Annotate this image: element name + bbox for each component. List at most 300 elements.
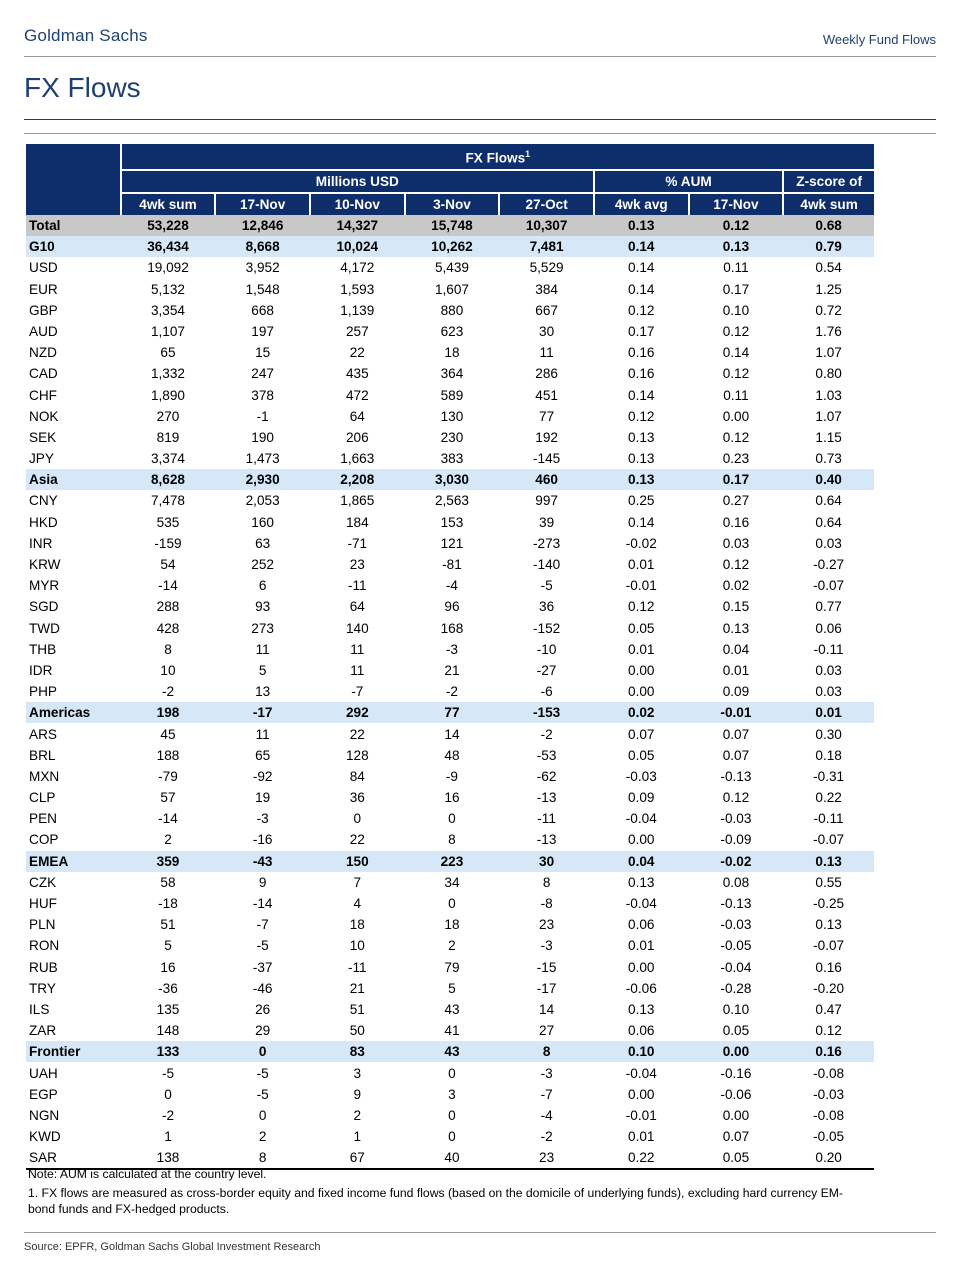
table-cell: -0.03 <box>813 1086 845 1102</box>
table-cell: 0.13 <box>594 215 689 236</box>
table-cell: 14,327 <box>310 215 405 236</box>
table-cell: 3 <box>353 1065 362 1081</box>
table-cell: 0.73 <box>815 451 842 467</box>
table-cell: -0.02 <box>689 851 784 872</box>
table-cell: -13 <box>536 790 557 806</box>
table-cell: 4,172 <box>340 260 375 276</box>
table-row <box>26 533 874 554</box>
table-cell: 0.13 <box>628 451 655 467</box>
table-cell: 65 <box>160 345 176 361</box>
table-cell: 133 <box>121 1041 216 1062</box>
table-cell: 1,139 <box>340 302 375 318</box>
table-row <box>26 872 874 893</box>
table-row <box>26 808 874 829</box>
table-cell: 0 <box>215 1041 310 1062</box>
col-header: 4wk avg <box>594 193 689 215</box>
table-cell: 36,434 <box>121 236 216 257</box>
table-cell: 0.05 <box>689 1147 784 1169</box>
table-row <box>26 893 874 914</box>
aum-note: Note: AUM is calculated at the country level. <box>28 1167 267 1181</box>
row-label: ZAR <box>29 1023 57 1039</box>
col-header: 10-Nov <box>310 193 405 215</box>
table-cell: 0.14 <box>722 345 750 361</box>
table-cell: 84 <box>349 768 365 784</box>
table-cell: 0 <box>448 811 456 827</box>
table-cell: -17 <box>215 702 310 723</box>
table-cell: -0.08 <box>813 1107 845 1123</box>
table-cell: 0.55 <box>815 874 842 890</box>
table-cell: 0.12 <box>722 323 750 339</box>
table-cell: -18 <box>158 896 178 911</box>
table-cell: -5 <box>540 578 553 594</box>
table-cell: 22 <box>349 726 365 742</box>
table-cell: 10 <box>349 938 365 954</box>
table-cell: 77 <box>405 702 500 723</box>
table-cell: 14 <box>444 726 460 742</box>
table-cell: 0.13 <box>722 620 750 636</box>
table-cell: 0.14 <box>594 236 689 257</box>
table-row <box>26 956 874 977</box>
table-cell: -0.04 <box>625 1065 657 1081</box>
table-cell: 359 <box>121 851 216 872</box>
table-cell: -3 <box>445 641 458 657</box>
table-cell: -0.06 <box>720 1086 752 1102</box>
table-cell: 0.16 <box>783 1041 874 1062</box>
table-cell: -11 <box>537 811 556 827</box>
table-cell: 206 <box>345 429 369 445</box>
table-cell: 39 <box>539 514 555 530</box>
table-cell: 0.64 <box>815 493 842 509</box>
table-body <box>26 215 874 1169</box>
table-cell: 1.25 <box>815 281 842 297</box>
table-cell: 0.12 <box>689 215 784 236</box>
row-label: MXN <box>29 768 60 784</box>
table-cell: 6 <box>258 578 267 594</box>
row-label: EUR <box>29 281 58 297</box>
row-label: KRW <box>29 557 61 572</box>
table-cell: 64 <box>349 408 365 424</box>
table-cell: 0.40 <box>783 469 874 490</box>
group-row <box>26 851 874 872</box>
table-cell: 667 <box>535 302 558 318</box>
table-cell: 0.00 <box>628 1086 655 1102</box>
table-cell: 0.30 <box>815 726 842 742</box>
table-cell: 1.03 <box>815 387 842 403</box>
row-label: RUB <box>29 959 58 975</box>
table-cell: -14 <box>252 896 273 911</box>
table-cell: 18 <box>444 917 460 933</box>
table-cell: 0.09 <box>628 790 655 806</box>
table-cell: 0.13 <box>783 851 874 872</box>
table-cell: 3,952 <box>245 260 280 276</box>
table-row <box>26 1020 874 1041</box>
table-cell: 0.22 <box>815 790 842 806</box>
table-cell: 0.72 <box>815 302 842 318</box>
table-row <box>26 914 874 935</box>
table-cell: 0.13 <box>628 1001 655 1017</box>
table-cell: 0.00 <box>722 1107 750 1123</box>
table-cell: 9 <box>353 1086 362 1102</box>
table-cell: 19,092 <box>147 260 189 276</box>
table-cell: 292 <box>310 702 405 723</box>
table-cell: -0.01 <box>625 578 657 594</box>
col-header: 4wk sum <box>783 193 874 215</box>
table-cell: 16 <box>444 790 460 806</box>
table-row <box>26 1126 874 1147</box>
table-cell: 188 <box>156 747 180 763</box>
table-cell: 0.47 <box>815 1001 842 1017</box>
table-cell: -0.07 <box>813 832 845 848</box>
table-cell: 1,607 <box>434 281 469 297</box>
table-cell: 63 <box>255 535 271 551</box>
table-cell: 0 <box>448 1065 456 1081</box>
row-label: AUD <box>29 323 58 339</box>
table-cell: 7 <box>353 874 362 890</box>
table-cell: 0.03 <box>815 684 842 700</box>
row-label: TWD <box>29 620 60 636</box>
table-cell: -0.16 <box>720 1065 752 1081</box>
table-cell: -9 <box>445 768 458 784</box>
table-row <box>26 384 874 405</box>
row-label: SGD <box>29 599 59 615</box>
table-cell: 23 <box>539 917 555 933</box>
table-cell: -273 <box>533 535 561 551</box>
table-cell: 0.06 <box>628 917 655 933</box>
row-label: GBP <box>29 302 58 318</box>
table-cell: -3 <box>540 938 553 954</box>
table-cell: 11 <box>539 345 554 361</box>
table-cell: -5 <box>161 1065 175 1081</box>
group-row <box>26 1041 874 1062</box>
table-cell: 472 <box>345 387 369 403</box>
table-cell: -7 <box>351 684 364 700</box>
table-cell: 0.01 <box>628 938 655 954</box>
table-cell: 589 <box>440 387 464 403</box>
row-label: ILS <box>29 1001 50 1017</box>
title-divider-secondary <box>24 133 936 134</box>
table-cell: 0.12 <box>628 408 655 424</box>
row-label: PLN <box>29 917 56 933</box>
group-row <box>26 236 874 257</box>
table-cell: 29 <box>255 1023 271 1039</box>
table-cell: -7 <box>256 917 269 933</box>
table-cell: 11 <box>255 726 270 742</box>
table-cell: 0.13 <box>594 469 689 490</box>
group-row <box>26 469 874 490</box>
table-cell: 19 <box>255 790 271 806</box>
table-cell: 5 <box>164 938 172 954</box>
table-cell: 3 <box>448 1086 456 1102</box>
table-cell: -0.01 <box>625 1107 657 1123</box>
table-cell: 93 <box>255 599 271 615</box>
row-label: Americas <box>26 702 121 723</box>
row-label: NOK <box>29 408 59 424</box>
table-cell: 0.77 <box>815 599 842 615</box>
table-cell: 2,053 <box>245 493 280 509</box>
table-row <box>26 512 874 533</box>
table-cell: 5,529 <box>529 260 564 276</box>
table-cell: -0.11 <box>813 641 844 657</box>
table-cell: 0.22 <box>594 1147 689 1169</box>
table-row <box>26 1062 874 1083</box>
table-cell: -140 <box>533 557 561 572</box>
total-row <box>26 215 874 236</box>
table-cell: 428 <box>156 620 180 636</box>
table-cell: 0.16 <box>722 514 750 530</box>
table-cell: -46 <box>252 980 273 996</box>
table-cell: -43 <box>215 851 310 872</box>
table-cell: 364 <box>440 366 464 382</box>
table-cell: 13 <box>255 684 271 700</box>
table-row <box>26 321 874 342</box>
table-cell: 18 <box>349 917 365 933</box>
table-cell: -1 <box>256 408 269 424</box>
table-cell: 288 <box>156 599 180 615</box>
table-cell: 997 <box>535 493 558 509</box>
table-cell: -0.27 <box>813 557 845 572</box>
table-cell: 0.01 <box>722 662 750 678</box>
table-cell: 0.18 <box>815 747 842 763</box>
group-z-score: Z-score of <box>783 170 874 193</box>
table-cell: 2,208 <box>310 469 405 490</box>
table-cell: 34 <box>444 874 460 890</box>
table-cell: 0.00 <box>628 684 655 700</box>
table-cell: 0.04 <box>722 641 750 657</box>
table-cell: 0.13 <box>815 917 842 933</box>
table-cell: 190 <box>251 429 274 445</box>
table-cell: -0.04 <box>625 896 657 911</box>
table-cell: -152 <box>533 620 561 636</box>
table-cell: 668 <box>251 302 274 318</box>
table-cell: -0.11 <box>813 811 844 827</box>
table-cell: 3,354 <box>150 302 185 318</box>
table-cell: 0.03 <box>815 535 842 551</box>
table-cell: 168 <box>440 620 464 636</box>
table-cell: 0.07 <box>628 726 655 742</box>
table-cell: 1,593 <box>340 281 375 297</box>
table-cell: -0.28 <box>720 980 752 996</box>
table-cell: -62 <box>536 768 557 784</box>
fx-flows-table <box>26 144 874 1170</box>
header-divider <box>24 56 936 57</box>
table-cell: 51 <box>160 917 176 933</box>
table-cell: 0.09 <box>722 684 750 700</box>
table-cell: 0.79 <box>783 236 874 257</box>
table-cell: 21 <box>444 662 460 678</box>
table-cell: 0.27 <box>722 493 750 509</box>
table-cell: 0.12 <box>815 1023 842 1039</box>
table-cell: 2 <box>164 832 172 848</box>
table-cell: -2 <box>445 684 458 700</box>
row-label: EMEA <box>26 851 121 872</box>
table-cell: -0.01 <box>689 702 784 723</box>
table-cell: 0.01 <box>628 641 655 657</box>
table-cell: 0.05 <box>722 1023 750 1039</box>
row-label: UAH <box>29 1065 58 1081</box>
table-cell: -15 <box>536 959 557 975</box>
row-label: CNY <box>29 493 58 509</box>
row-label: BRL <box>29 747 56 763</box>
table-cell: -0.25 <box>813 896 845 911</box>
table-cell: 1.76 <box>815 323 842 339</box>
table-cell: 10,307 <box>499 215 594 236</box>
table-cell: -0.08 <box>813 1065 845 1081</box>
table-cell: 5 <box>448 980 456 996</box>
table-cell: 0 <box>353 811 362 827</box>
table-cell: 0.12 <box>628 599 655 615</box>
table-cell: 140 <box>345 620 369 636</box>
table-cell: -2 <box>540 1129 553 1145</box>
table-cell: 0.07 <box>722 726 750 742</box>
table-cell: 0.03 <box>722 535 750 551</box>
row-label: HKD <box>29 514 58 530</box>
table-cell: 15 <box>255 345 271 361</box>
table-cell: 30 <box>539 323 555 339</box>
table-cell: 43 <box>405 1041 500 1062</box>
table-cell: 819 <box>156 429 180 445</box>
table-cell: 0.01 <box>628 557 655 572</box>
table-cell: -6 <box>540 684 553 700</box>
table-cell: 22 <box>349 345 365 361</box>
table-cell: -36 <box>158 980 178 996</box>
table-cell: 257 <box>345 323 369 339</box>
table-cell: -53 <box>536 747 557 763</box>
table-cell: 223 <box>405 851 500 872</box>
title-divider <box>24 119 936 120</box>
table-cell: 36 <box>539 599 555 615</box>
table-cell: 50 <box>349 1023 365 1039</box>
table-cell: 11 <box>255 641 270 657</box>
table-row <box>26 257 874 278</box>
table-cell: 383 <box>440 451 464 467</box>
table-cell: -3 <box>540 1065 553 1081</box>
table-cell: 8,628 <box>121 469 216 490</box>
table-cell: 0.07 <box>722 1129 750 1145</box>
table-cell: 0.00 <box>628 662 655 678</box>
table-row <box>26 575 874 596</box>
table-cell: -10 <box>536 641 557 657</box>
table-cell: 0.02 <box>722 578 750 594</box>
table-cell: 0.17 <box>722 281 750 297</box>
table-cell: 45 <box>160 726 176 742</box>
table-cell: 12,846 <box>215 215 310 236</box>
table-cell: -0.13 <box>720 896 752 911</box>
table-cell: 1 <box>164 1129 172 1145</box>
col-header: 3-Nov <box>405 193 500 215</box>
table-cell: 0 <box>164 1086 172 1102</box>
table-cell: 43 <box>444 1001 460 1017</box>
table-cell: -5 <box>256 1086 269 1102</box>
col-header: 17-Nov <box>689 193 784 215</box>
table-cell: 0 <box>448 1129 456 1145</box>
table-row <box>26 745 874 766</box>
table-cell: -0.20 <box>813 980 845 996</box>
table-cell: 192 <box>535 429 558 445</box>
group-row <box>26 702 874 723</box>
table-cell: 21 <box>349 980 365 996</box>
table-cell: -92 <box>252 768 273 784</box>
table-cell: 22 <box>349 832 365 848</box>
table-row <box>26 660 874 681</box>
table-cell: 48 <box>444 747 460 763</box>
table-cell: -0.04 <box>720 959 752 975</box>
group-pct-aum: % AUM <box>594 170 783 193</box>
table-cell: 0.12 <box>722 429 750 445</box>
table-cell: -153 <box>499 702 594 723</box>
table-cell: -0.13 <box>720 768 752 784</box>
table-cell: 0 <box>448 896 456 911</box>
table-cell: -37 <box>252 959 273 975</box>
table-cell: 77 <box>539 408 555 424</box>
table-cell: 51 <box>349 1001 365 1017</box>
table-cell: 0.00 <box>722 408 750 424</box>
table-row <box>26 723 874 744</box>
table-cell: 0.14 <box>628 281 655 297</box>
table-cell: -0.07 <box>813 578 845 594</box>
table-cell: -11 <box>347 959 367 975</box>
table-row <box>26 787 874 808</box>
table-cell: 0.05 <box>628 747 655 763</box>
table-cell: 64 <box>349 599 365 615</box>
table-cell: -16 <box>252 832 273 848</box>
table-cell: 11 <box>350 662 365 678</box>
table-cell: 53,228 <box>121 215 216 236</box>
table-cell: 96 <box>444 599 460 615</box>
table-cell: 23 <box>349 557 365 572</box>
table-cell: 8,668 <box>215 236 310 257</box>
table-row <box>26 448 874 469</box>
table-cell: -7 <box>540 1086 553 1102</box>
table-cell: 1.07 <box>815 408 842 424</box>
table-cell: -79 <box>158 768 178 784</box>
table-cell: 0 <box>258 1107 267 1123</box>
table-cell: 0.13 <box>628 429 655 445</box>
table-cell: 54 <box>160 557 176 572</box>
table-cell: 0.01 <box>783 702 874 723</box>
table-cell: 36 <box>349 790 365 806</box>
table-cell: -0.31 <box>813 768 845 784</box>
table-cell: 57 <box>160 790 176 806</box>
table-cell: 197 <box>251 323 274 339</box>
table-cell: -14 <box>158 578 178 594</box>
table-cell: 451 <box>535 387 558 403</box>
table-cell: 41 <box>444 1023 460 1039</box>
table-cell: 150 <box>310 851 405 872</box>
table-cell: 67 <box>310 1147 405 1169</box>
table-row <box>26 617 874 638</box>
table-cell: -0.03 <box>625 768 657 784</box>
table-cell: 79 <box>444 959 460 975</box>
table-cell: 5,132 <box>150 281 185 297</box>
table-cell: 0.06 <box>815 620 842 636</box>
table-cell: 0.80 <box>815 366 842 382</box>
table-cell: 138 <box>121 1147 216 1169</box>
table-cell: 130 <box>440 408 464 424</box>
table-cell: 0.13 <box>628 874 655 890</box>
table-cell: 384 <box>535 281 558 297</box>
table-cell: 0.23 <box>722 451 750 467</box>
table-cell: 4 <box>353 896 362 911</box>
row-label: G10 <box>26 236 121 257</box>
table-cell: 121 <box>440 535 464 551</box>
table-cell: 0.13 <box>689 236 784 257</box>
table-cell: 160 <box>251 514 274 530</box>
table-cell: 198 <box>121 702 216 723</box>
table-cell: 270 <box>156 408 180 424</box>
table-row <box>26 639 874 660</box>
table-cell: 535 <box>156 514 180 530</box>
table-cell: 0.12 <box>722 557 750 572</box>
